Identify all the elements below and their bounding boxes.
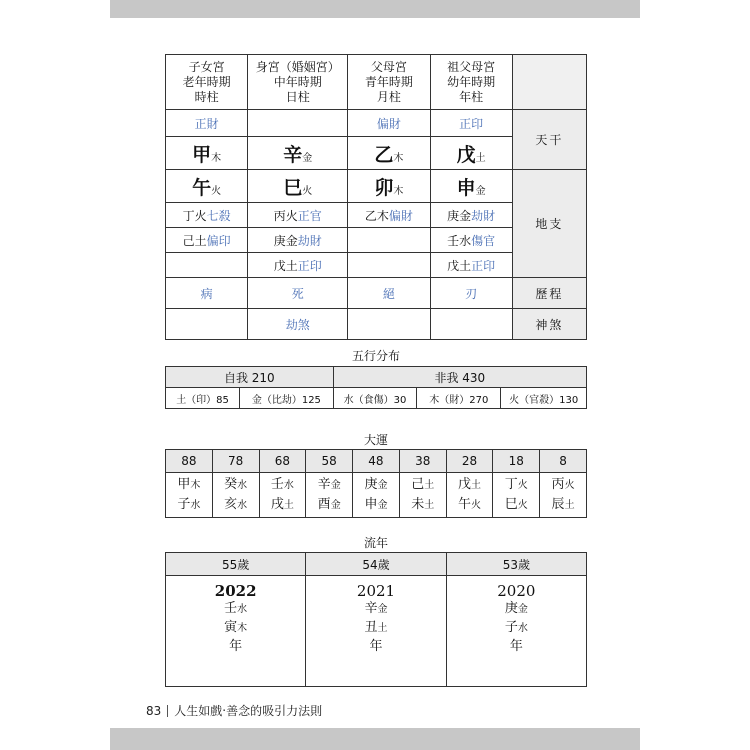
dayun-title: 大運 xyxy=(363,433,388,447)
branch-month: 卯木 xyxy=(348,170,430,203)
spirit-month xyxy=(348,309,430,340)
spirit-day: 劫煞 xyxy=(248,309,348,340)
dayun-age: 8 xyxy=(540,450,587,473)
footer-divider xyxy=(167,705,168,717)
stem-year: 戊土 xyxy=(430,137,512,170)
ten-god-year: 正印 xyxy=(430,110,512,137)
dayun-table xyxy=(165,449,587,518)
dayun-age: 48 xyxy=(353,450,400,473)
hidden-stem-cell xyxy=(348,253,430,278)
hidden-stem-cell: 丁火七殺 xyxy=(166,203,248,228)
wuxing-title: 五行分布 xyxy=(351,349,400,363)
dayun-age: 88 xyxy=(166,450,213,473)
liunian-age: 55歲 xyxy=(166,553,306,576)
dayun-age: 18 xyxy=(493,450,540,473)
dayun-pillar: 戊土 午火 xyxy=(446,473,493,518)
hidden-stem-cell: 己土偏印 xyxy=(166,228,248,253)
branch-hour: 午火 xyxy=(166,170,248,203)
liunian-age: 53歲 xyxy=(446,553,586,576)
branch-year: 申金 xyxy=(430,170,512,203)
book-title: 人生如戲‧善念的吸引力法則 xyxy=(174,704,323,718)
dayun-pillar: 丁火 巳火 xyxy=(493,473,540,518)
page-footer xyxy=(146,702,322,719)
wuxing-table xyxy=(165,366,587,409)
liunian-table xyxy=(165,552,587,687)
stage-hour: 病 xyxy=(166,278,248,309)
spirit-hour xyxy=(166,309,248,340)
header-day-pillar: 身宮（婚姻宮） 中年時期 日柱 xyxy=(248,55,348,110)
hidden-stem-cell: 壬水傷官 xyxy=(430,228,512,253)
hidden-stem-cell: 戊土正印 xyxy=(248,253,348,278)
label-shensha: 神煞 xyxy=(512,309,586,340)
dayun-age: 78 xyxy=(212,450,259,473)
dayun-pillar: 癸水 亥水 xyxy=(212,473,259,518)
stage-year: 刃 xyxy=(430,278,512,309)
liunian-title: 流年 xyxy=(363,536,388,550)
ten-god-day xyxy=(248,110,348,137)
wuxing-wood: 木（財）270 xyxy=(417,388,501,409)
wuxing-water: 水（食傷）30 xyxy=(333,388,417,409)
header-hour-pillar: 子女宮 老年時期 時柱 xyxy=(166,55,248,110)
spirit-year xyxy=(430,309,512,340)
dayun-pillar: 己土 未土 xyxy=(399,473,446,518)
wuxing-metal: 金（比劫）125 xyxy=(240,388,334,409)
stem-month: 乙木 xyxy=(348,137,430,170)
hidden-stem-cell: 丙火正官 xyxy=(248,203,348,228)
dayun-pillar: 辛金 酉金 xyxy=(306,473,353,518)
hidden-stem-cell xyxy=(166,253,248,278)
hidden-stem-cell: 戊土正印 xyxy=(430,253,512,278)
self-total: 自我 210 xyxy=(166,367,334,388)
dayun-age: 38 xyxy=(399,450,446,473)
wuxing-fire: 火（官殺）130 xyxy=(501,388,587,409)
hidden-stem-cell xyxy=(348,228,430,253)
other-total: 非我 430 xyxy=(333,367,586,388)
header-month-pillar: 父母宮 青年時期 月柱 xyxy=(348,55,430,110)
dayun-age: 28 xyxy=(446,450,493,473)
dayun-pillar: 庚金 申金 xyxy=(353,473,400,518)
dayun-age: 68 xyxy=(259,450,306,473)
ten-god-hour: 正財 xyxy=(166,110,248,137)
top-margin-bar xyxy=(110,0,640,18)
dayun-pillar: 丙火 辰土 xyxy=(540,473,587,518)
dayun-pillar: 壬水 戌土 xyxy=(259,473,306,518)
page-number: 83 xyxy=(146,704,162,718)
stem-day: 辛金 xyxy=(248,137,348,170)
hidden-stem-cell: 庚金劫財 xyxy=(248,228,348,253)
header-year-pillar: 祖父母宮 幼年時期 年柱 xyxy=(430,55,512,110)
liunian-year-cell: 2021 辛金 丑土 年 xyxy=(306,576,446,687)
stage-day: 死 xyxy=(248,278,348,309)
stage-month: 絕 xyxy=(348,278,430,309)
wuxing-earth: 土（印）85 xyxy=(166,388,240,409)
hidden-stem-cell: 庚金劫財 xyxy=(430,203,512,228)
hidden-stem-cell: 乙木偏財 xyxy=(348,203,430,228)
liunian-age: 54歲 xyxy=(306,553,446,576)
branch-day: 巳火 xyxy=(248,170,348,203)
dayun-age: 58 xyxy=(306,450,353,473)
liunian-year-cell: 2022 壬水 寅木 年 xyxy=(166,576,306,687)
stem-hour: 甲木 xyxy=(166,137,248,170)
header-corner xyxy=(512,55,586,110)
dayun-pillar: 甲木 子水 xyxy=(166,473,213,518)
label-licheng: 歷程 xyxy=(512,278,586,309)
four-pillars-table xyxy=(165,54,587,340)
label-dizhi: 地支 xyxy=(512,170,586,278)
bottom-margin-bar xyxy=(110,728,640,750)
liunian-year-cell: 2020 庚金 子水 年 xyxy=(446,576,586,687)
label-tiangan: 天干 xyxy=(512,110,586,170)
ten-god-month: 偏財 xyxy=(348,110,430,137)
